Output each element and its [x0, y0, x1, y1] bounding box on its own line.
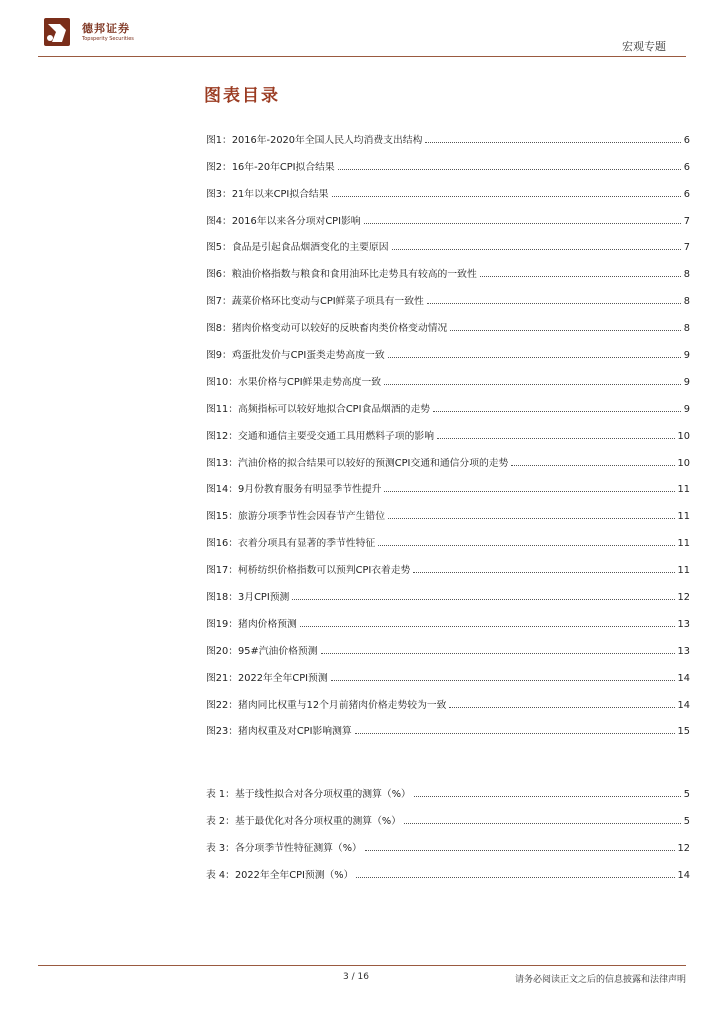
toc-entry-page: 7 — [683, 242, 690, 254]
dot-leader — [384, 384, 681, 385]
toc-entry-page: 8 — [683, 323, 690, 335]
table-toc-entry[interactable] — [206, 773, 690, 800]
figure-toc-entry[interactable] — [206, 280, 690, 307]
report-type: 宏观专题 — [622, 40, 666, 53]
dot-leader — [392, 249, 681, 250]
toc-entry-label: 图2：16年-20年CPI拟合结果 — [206, 161, 335, 173]
figure-toc-entry[interactable] — [206, 334, 690, 361]
figure-toc-entry[interactable] — [206, 227, 690, 254]
toc-entry-label: 表 1：基于线性拟合对各分项权重的测算（%） — [206, 788, 411, 800]
header-divider — [38, 56, 686, 57]
toc-entry-label: 图5：食品是引起食品烟酒变化的主要原因 — [206, 242, 389, 254]
figure-toc-entry[interactable] — [206, 415, 690, 442]
figure-toc-entry[interactable] — [206, 307, 690, 334]
dot-leader — [384, 491, 674, 492]
dot-leader — [338, 169, 681, 170]
figure-toc-entry[interactable] — [206, 388, 690, 415]
dot-leader — [321, 653, 675, 654]
figure-toc-entry[interactable] — [206, 630, 690, 657]
company-logo — [38, 14, 138, 50]
dot-leader — [480, 276, 681, 277]
toc-entry-label: 图12：交通和通信主要受交通工具用燃料子项的影响 — [206, 430, 434, 442]
dot-leader — [449, 707, 674, 708]
table-toc-entry[interactable] — [206, 854, 690, 881]
figure-list — [206, 119, 690, 737]
toc-entry-page: 15 — [677, 726, 690, 738]
figure-toc-entry[interactable] — [206, 442, 690, 469]
dot-leader — [413, 572, 674, 573]
logo-name-en: Topsperity Securities — [82, 36, 134, 42]
figure-toc-entry[interactable] — [206, 469, 690, 496]
dot-leader — [388, 357, 681, 358]
toc-entry-label: 图20：95#汽油价格预测 — [206, 645, 318, 657]
toc-entry-label: 图16：衣着分项具有显著的季节性特征 — [206, 538, 376, 550]
dot-leader — [364, 223, 681, 224]
figure-toc-entry[interactable] — [206, 119, 690, 146]
toc-entry-label: 表 2：基于最优化对各分项权重的测算（%） — [206, 815, 401, 827]
toc-entry-page: 12 — [677, 592, 690, 604]
toc-entry-label: 图21：2022年全年CPI预测 — [206, 672, 328, 684]
figure-toc-entry[interactable] — [206, 576, 690, 603]
figure-toc-entry[interactable] — [206, 253, 690, 280]
toc-entry-page: 14 — [677, 699, 690, 711]
dot-leader — [388, 518, 675, 519]
toc-entry-label: 图6：粮油价格指数与粮食和食用油环比走势具有较高的一致性 — [206, 269, 477, 281]
toc-entry-page: 10 — [677, 430, 690, 442]
dot-leader — [414, 796, 681, 797]
figure-toc-entry[interactable] — [206, 146, 690, 173]
table-list — [206, 773, 690, 881]
toc-entry-page: 6 — [683, 134, 690, 146]
dot-leader — [355, 733, 675, 734]
toc-entry-page: 9 — [683, 376, 690, 388]
toc-entry-page: 11 — [677, 538, 690, 550]
company-logo-icon — [38, 14, 76, 50]
figure-toc-entry[interactable] — [206, 684, 690, 711]
table-toc-entry[interactable] — [206, 827, 690, 854]
toc-entry-page: 8 — [683, 269, 690, 281]
toc-entry-page: 12 — [677, 842, 690, 854]
toc-entry-label: 图14：9月份教育服务有明显季节性提升 — [206, 484, 382, 496]
figure-toc-entry[interactable] — [206, 603, 690, 630]
toc-entry-label: 图1：2016年-2020年全国人民人均消费支出结构 — [206, 134, 423, 146]
dot-leader — [300, 626, 675, 627]
dot-leader — [332, 196, 681, 197]
dot-leader — [427, 303, 681, 304]
toc-entry-label: 图19：猪肉价格预测 — [206, 618, 297, 630]
figure-toc-entry[interactable] — [206, 495, 690, 522]
dot-leader — [292, 599, 674, 600]
logo-name-cn: 德邦证券 — [82, 22, 130, 35]
toc-entry-page: 10 — [677, 457, 690, 469]
toc-entry-label: 图8：猪肉价格变动可以较好的反映畜肉类价格变动情况 — [206, 323, 448, 335]
toc-entry-page: 7 — [683, 215, 690, 227]
toc-entry-page: 8 — [683, 296, 690, 308]
dot-leader — [331, 680, 675, 681]
dot-leader — [425, 142, 680, 143]
toc-entry-label: 图15：旅游分项季节性会因春节产生错位 — [206, 511, 386, 523]
toc-entry-page: 11 — [677, 511, 690, 523]
toc-entry-page: 14 — [677, 672, 690, 684]
figure-toc-entry[interactable] — [206, 549, 690, 576]
toc-entry-label: 图23：猪肉权重及对CPI影响测算 — [206, 726, 352, 738]
toc-entry-label: 图7：蔬菜价格环比变动与CPI鲜菜子项具有一致性 — [206, 296, 424, 308]
toc-entry-label: 图9：鸡蛋批发价与CPI蛋类走势高度一致 — [206, 350, 385, 362]
figure-toc-entry[interactable] — [206, 657, 690, 684]
toc-entry-page: 9 — [683, 350, 690, 362]
toc-entry-label: 图10：水果价格与CPI鲜果走势高度一致 — [206, 376, 382, 388]
toc-entry-page: 9 — [683, 403, 690, 415]
dot-leader — [356, 877, 674, 878]
dot-leader — [365, 850, 675, 851]
toc-entry-page: 11 — [677, 565, 690, 577]
figure-toc-entry[interactable] — [206, 522, 690, 549]
toc-entry-label: 图3：21年以来CPI拟合结果 — [206, 188, 329, 200]
toc-entry-page: 13 — [677, 618, 690, 630]
toc-entry-page: 5 — [683, 815, 690, 827]
toc-entry-label: 图22：猪肉同比权重与12个月前猪肉价格走势较为一致 — [206, 699, 447, 711]
footer-divider — [38, 965, 686, 966]
toc-entry-label: 表 4：2022年全年CPI预测（%） — [206, 869, 354, 881]
dot-leader — [378, 545, 674, 546]
toc-entry-label: 图4：2016年以来各分项对CPI影响 — [206, 215, 361, 227]
toc-entry-label: 图17：柯桥纺织价格指数可以预判CPI衣着走势 — [206, 565, 411, 577]
toc-entry-page: 6 — [683, 188, 690, 200]
figure-toc-entry[interactable] — [206, 173, 690, 200]
toc-entry-page: 11 — [677, 484, 690, 496]
dot-leader — [433, 411, 681, 412]
figure-toc-entry[interactable] — [206, 200, 690, 227]
footer-disclaimer: 请务必阅读正文之后的信息披露和法律声明 — [514, 975, 686, 985]
toc-entry-page: 5 — [683, 788, 690, 800]
toc-entry-label: 图13：汽油价格的拟合结果可以较好的预测CPI交通和通信分项的走势 — [206, 457, 509, 469]
table-toc-entry[interactable] — [206, 800, 690, 827]
page-number: 3 / 16 — [343, 972, 369, 982]
toc-title: 图表目录 — [204, 86, 280, 106]
toc-entry-label: 表 3：各分项季节性特征测算（%） — [206, 842, 362, 854]
dot-leader — [511, 465, 674, 466]
dot-leader — [404, 823, 681, 824]
figure-toc-entry[interactable] — [206, 361, 690, 388]
dot-leader — [437, 438, 675, 439]
toc-entry-label: 图11：高频指标可以较好地拟合CPI食品烟酒的走势 — [206, 403, 431, 415]
dot-leader — [450, 330, 680, 331]
toc-entry-label: 图18：3月CPI预测 — [206, 592, 290, 604]
figure-toc-entry[interactable] — [206, 711, 690, 738]
toc-entry-page: 14 — [677, 869, 690, 881]
toc-entry-page: 6 — [683, 161, 690, 173]
toc-entry-page: 13 — [677, 645, 690, 657]
